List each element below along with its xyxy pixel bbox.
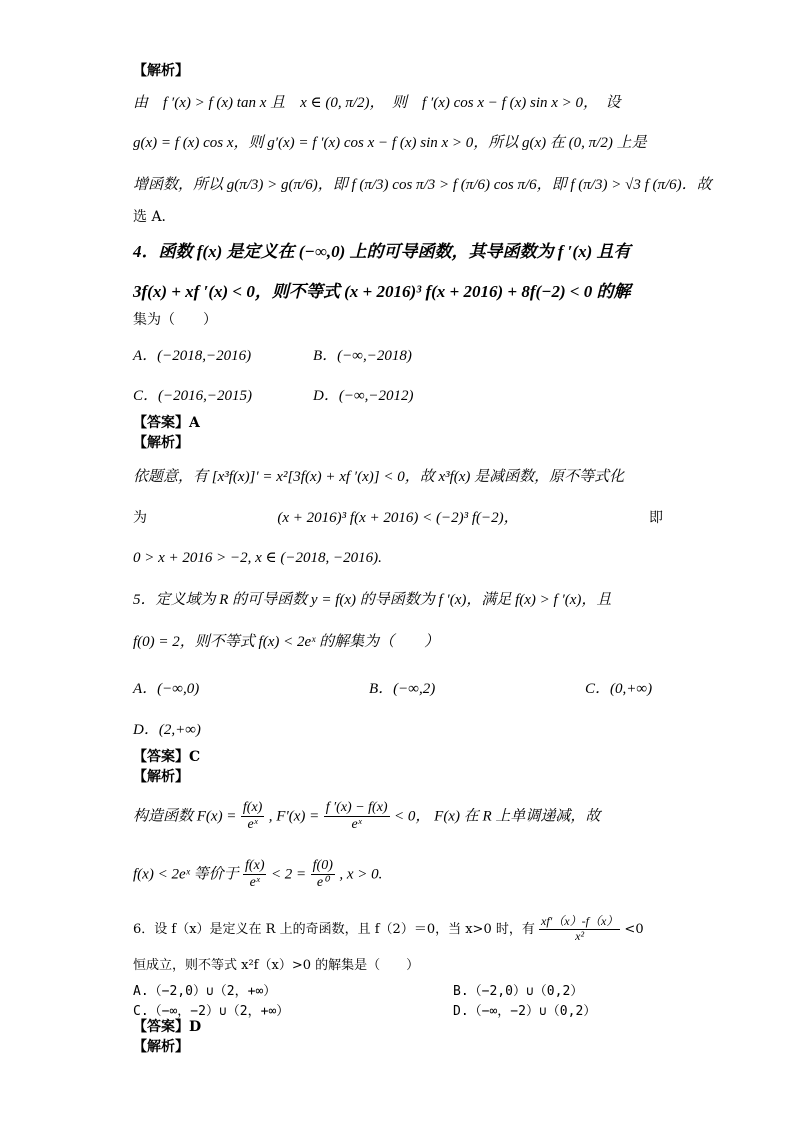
q4-stem-line-3: 集为（ ） [133,312,217,328]
q6-option-a: A.（−2,0）∪（2，+∞） [133,984,277,999]
q6-option-b: B.（−2,0）∪（0,2） [453,984,584,999]
prev-analysis-label: 【解析】 [133,63,189,79]
q4-solution-line-3: 0 > x + 2016 > −2, x ∈ (−2018, −2016). [133,550,382,566]
q5-sol2-f2-den: e⁰ [316,875,329,891]
q5-sol1-f2-num: f ′(x) − f(x) [324,800,390,817]
q4-solution-line-2-formula: (x + 2016)³ f(x + 2016) < (−2)³ f(−2)， [277,510,519,526]
q5-sol1-f2-den: eˣ [351,817,362,833]
q5-option-d: D．(2,+∞) [133,722,201,738]
q5-option-b: B．(−∞,2) [369,681,436,697]
q5-sol1-fraction-1 [241,800,264,833]
q5-sol1-fraction-2 [324,800,390,833]
q5-answer: 【答案】C [133,749,201,765]
q5-sol1-post: < 0， F(x) 在 R 上单调递减，故 [394,808,601,825]
q5-stem-line-2: f(0) = 2，则不等式 f(x) < 2eˣ 的解集为（ ） [133,634,440,650]
q4-option-d: D．(−∞,−2012) [313,388,414,404]
q4-stem-line-2: 3f(x) + xf ′(x) < 0，则不等式 (x + 2016)³ f(x + 2016) + 8f(−2) < 0 的解 [133,282,631,301]
q4-stem-line-1: 4．函数 f(x) 是定义在 (−∞,0) 上的可导函数，其导函数为 f ′(x) 且有 [133,242,631,261]
q5-option-c: C．(0,+∞) [585,681,653,697]
q5-sol2-fraction-1 [243,858,266,891]
prev-analysis-line-1: 由 f ′(x) > f (x) tan x 且 x ∈ (0, π/2)， 则 f ′(x) cos x − f (x) sin x > 0， 设 [133,95,621,111]
q5-sol2-fraction-2 [311,858,335,891]
q4-solution-line-2-lead: 为 [133,510,147,526]
q5-solution-line-1 [133,800,600,833]
q5-analysis-label: 【解析】 [133,769,189,785]
q5-stem-line-1: 5．定义域为 R 的可导函数 y = f(x) 的导函数为 f ′(x)，满足 f(x) > f ′(x)，且 [133,592,612,608]
q6-stem-frac-num: xf′（x）-f（x） [541,914,619,928]
q4-option-a: A．(−2018,−2016) [133,348,252,364]
q5-solution-line-2 [133,858,382,891]
prev-analysis-line-2: g(x) = f (x) cos x，则 g′(x) = f ′(x) cos x − f (x) sin x > 0，所以 g(x) 在 (0, π/2) 上是 [133,135,647,151]
q5-sol2-post: , x > 0. [339,866,383,883]
q5-sol1-f1-num: f(x) [241,800,264,817]
q5-sol1-f1-den: eˣ [247,817,258,833]
q4-option-b: B．(−∞,−2018) [313,348,412,364]
q6-analysis-label: 【解析】 [133,1039,189,1055]
q5-sol2-mid: < 2 = [270,866,307,883]
q6-option-d: D.（−∞，−2）∪（0,2） [453,1004,597,1019]
q6-option-c: C.（−∞，−2）∪（2，+∞） [133,1004,290,1019]
q4-solution-line-2 [133,511,663,526]
q6-stem1-pre: 6．设 f（x）是定义在 R 上的奇函数，且 f（2）＝0，当 x>0 时，有 [133,921,535,937]
q4-solution-line-1: 依题意，有 [x³f(x)]′ = x²[3f(x) + xf ′(x)] < 0，故 x³f(x) 是减函数，原不等式化 [133,469,625,485]
q5-sol2-f2-num: f(0) [311,858,335,875]
q4-answer: 【答案】A [133,415,200,431]
q6-stem1-post: <0 [624,921,644,937]
q6-stem-line-2: 恒成立，则不等式 x²f（x）>0 的解集是（ ） [133,958,420,973]
q4-solution-line-2-tail: 即 [649,510,663,526]
q6-stem-line-1 [133,915,644,944]
q6-stem-fraction [539,915,620,944]
q6-answer: 【答案】D [133,1019,202,1035]
q5-sol1-pre: 构造函数 F(x) = [133,808,237,825]
q5-sol2-f1-num: f(x) [243,858,266,875]
q6-stem-frac-den: x² [575,928,585,943]
prev-analysis-line-3: 增函数，所以 g(π/3) > g(π/6)，即 f (π/3) cos π/3 > f (π/6) cos π/6，即 f (π/3) > √3 f (π/6)．故 [133,177,712,193]
q5-sol2-f1-den: eˣ [249,875,260,891]
q5-sol2-pre: f(x) < 2eˣ 等价于 [133,866,239,883]
prev-analysis-line-4: 选 A． [133,209,176,225]
q5-sol1-mid: , F′(x) = [268,808,320,825]
q5-option-a: A．(−∞,0) [133,681,200,697]
q4-analysis-label: 【解析】 [133,435,189,451]
q4-option-c: C．(−2016,−2015) [133,388,252,404]
